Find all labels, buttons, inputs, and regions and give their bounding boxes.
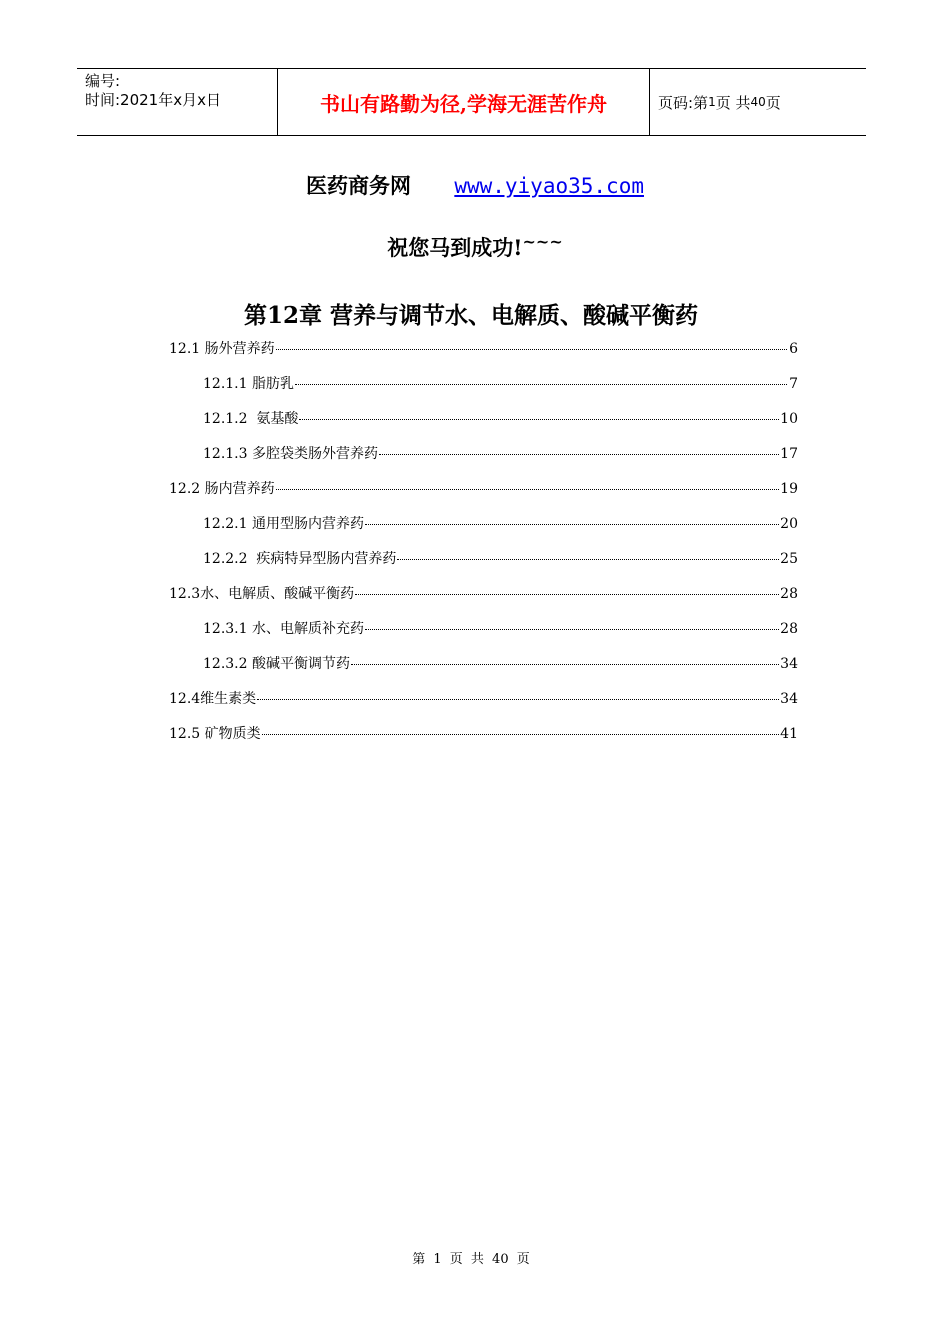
toc-entry-label: 12.3.1 水、电解质补充药 (203, 621, 364, 637)
wish-tilde: ~~~ (522, 232, 563, 251)
toc-entry-page: 34 (780, 656, 798, 672)
toc-entry[interactable] (203, 618, 798, 640)
toc-entry-page: 25 (780, 551, 798, 567)
toc-entry-label: 12.1.2 氨基酸 (203, 411, 299, 427)
site-line (0, 170, 950, 200)
toc-entry-label: 12.2 肠内营养药 (169, 481, 275, 497)
toc-entry-label: 12.2.1 通用型肠内营养药 (203, 516, 364, 532)
header-meta (77, 69, 277, 135)
toc-entry[interactable] (203, 373, 798, 395)
wish-line (0, 232, 950, 262)
toc-entry[interactable] (169, 338, 798, 360)
header-motto (277, 69, 650, 135)
date-label: 时间:2021年x月x日 (85, 91, 221, 109)
toc-entry-page: 34 (780, 691, 798, 707)
toc-entry-label: 12.3.2 酸碱平衡调节药 (203, 656, 350, 672)
toc-entry[interactable] (203, 408, 798, 430)
toc-leader-dots (365, 524, 779, 525)
toc-leader-dots (379, 454, 779, 455)
toc-entry-label: 12.5 矿物质类 (169, 726, 261, 742)
toc-entry-page: 20 (780, 516, 798, 532)
toc-leader-dots (276, 489, 780, 490)
toc-leader-dots (295, 384, 787, 385)
toc-leader-dots (365, 629, 779, 630)
toc-entry-page: 6 (789, 341, 798, 357)
toc-leader-dots (262, 734, 780, 735)
toc-entry[interactable] (203, 548, 798, 570)
page-info-middle: 页 共 (715, 93, 751, 112)
toc-leader-dots (276, 349, 787, 350)
toc-entry-page: 10 (780, 411, 798, 427)
toc-entry-page: 7 (789, 376, 798, 392)
site-name: 医药商务网 (306, 173, 412, 198)
toc-leader-dots (299, 419, 779, 420)
page-footer: 第 1 页 共 40 页 (412, 1252, 530, 1267)
page-current: 1 (708, 95, 716, 109)
toc-leader-dots (351, 664, 779, 665)
toc-entry-label: 12.2.2 疾病特异型肠内营养药 (203, 551, 397, 567)
toc-entry-label: 12.4维生素类 (169, 691, 257, 707)
page-total: 40 (750, 95, 766, 109)
site-url-link[interactable]: www.yiyao35.com (454, 174, 644, 198)
chapter-title: 第12章 营养与调节水、电解质、酸碱平衡药 (243, 302, 698, 329)
motto-text: 书山有路勤为径,学海无涯苦作舟 (320, 91, 607, 116)
toc-entry-page: 17 (780, 446, 798, 462)
toc-entry-page: 19 (780, 481, 798, 497)
wish-text: 祝您马到成功! (387, 235, 523, 260)
toc-entry[interactable] (169, 723, 798, 745)
toc-leader-dots (257, 699, 779, 700)
toc-entry-page: 28 (780, 586, 798, 602)
toc-entry-label: 12.1 肠外营养药 (169, 341, 275, 357)
header-page-info (650, 69, 866, 135)
page-info-prefix: 页码:第 (658, 93, 709, 112)
toc-entry[interactable] (203, 513, 798, 535)
number-label: 编号: (85, 72, 121, 90)
toc-leader-dots (355, 594, 779, 595)
toc-entry-page: 41 (780, 726, 798, 742)
toc-entry[interactable] (203, 443, 798, 465)
page-info-suffix: 页 (765, 93, 781, 112)
toc-leader-dots (397, 559, 779, 560)
toc-entry[interactable] (203, 653, 798, 675)
toc-entry-page: 28 (780, 621, 798, 637)
toc-entry[interactable] (169, 688, 798, 710)
toc-entry[interactable] (169, 478, 798, 500)
toc-entry-label: 12.1.1 脂肪乳 (203, 376, 294, 392)
page-header (77, 68, 866, 136)
toc-entry[interactable] (169, 583, 798, 605)
toc-entry-label: 12.3水、电解质、酸碱平衡药 (169, 586, 355, 602)
toc-entry-label: 12.1.3 多腔袋类肠外营养药 (203, 446, 378, 462)
